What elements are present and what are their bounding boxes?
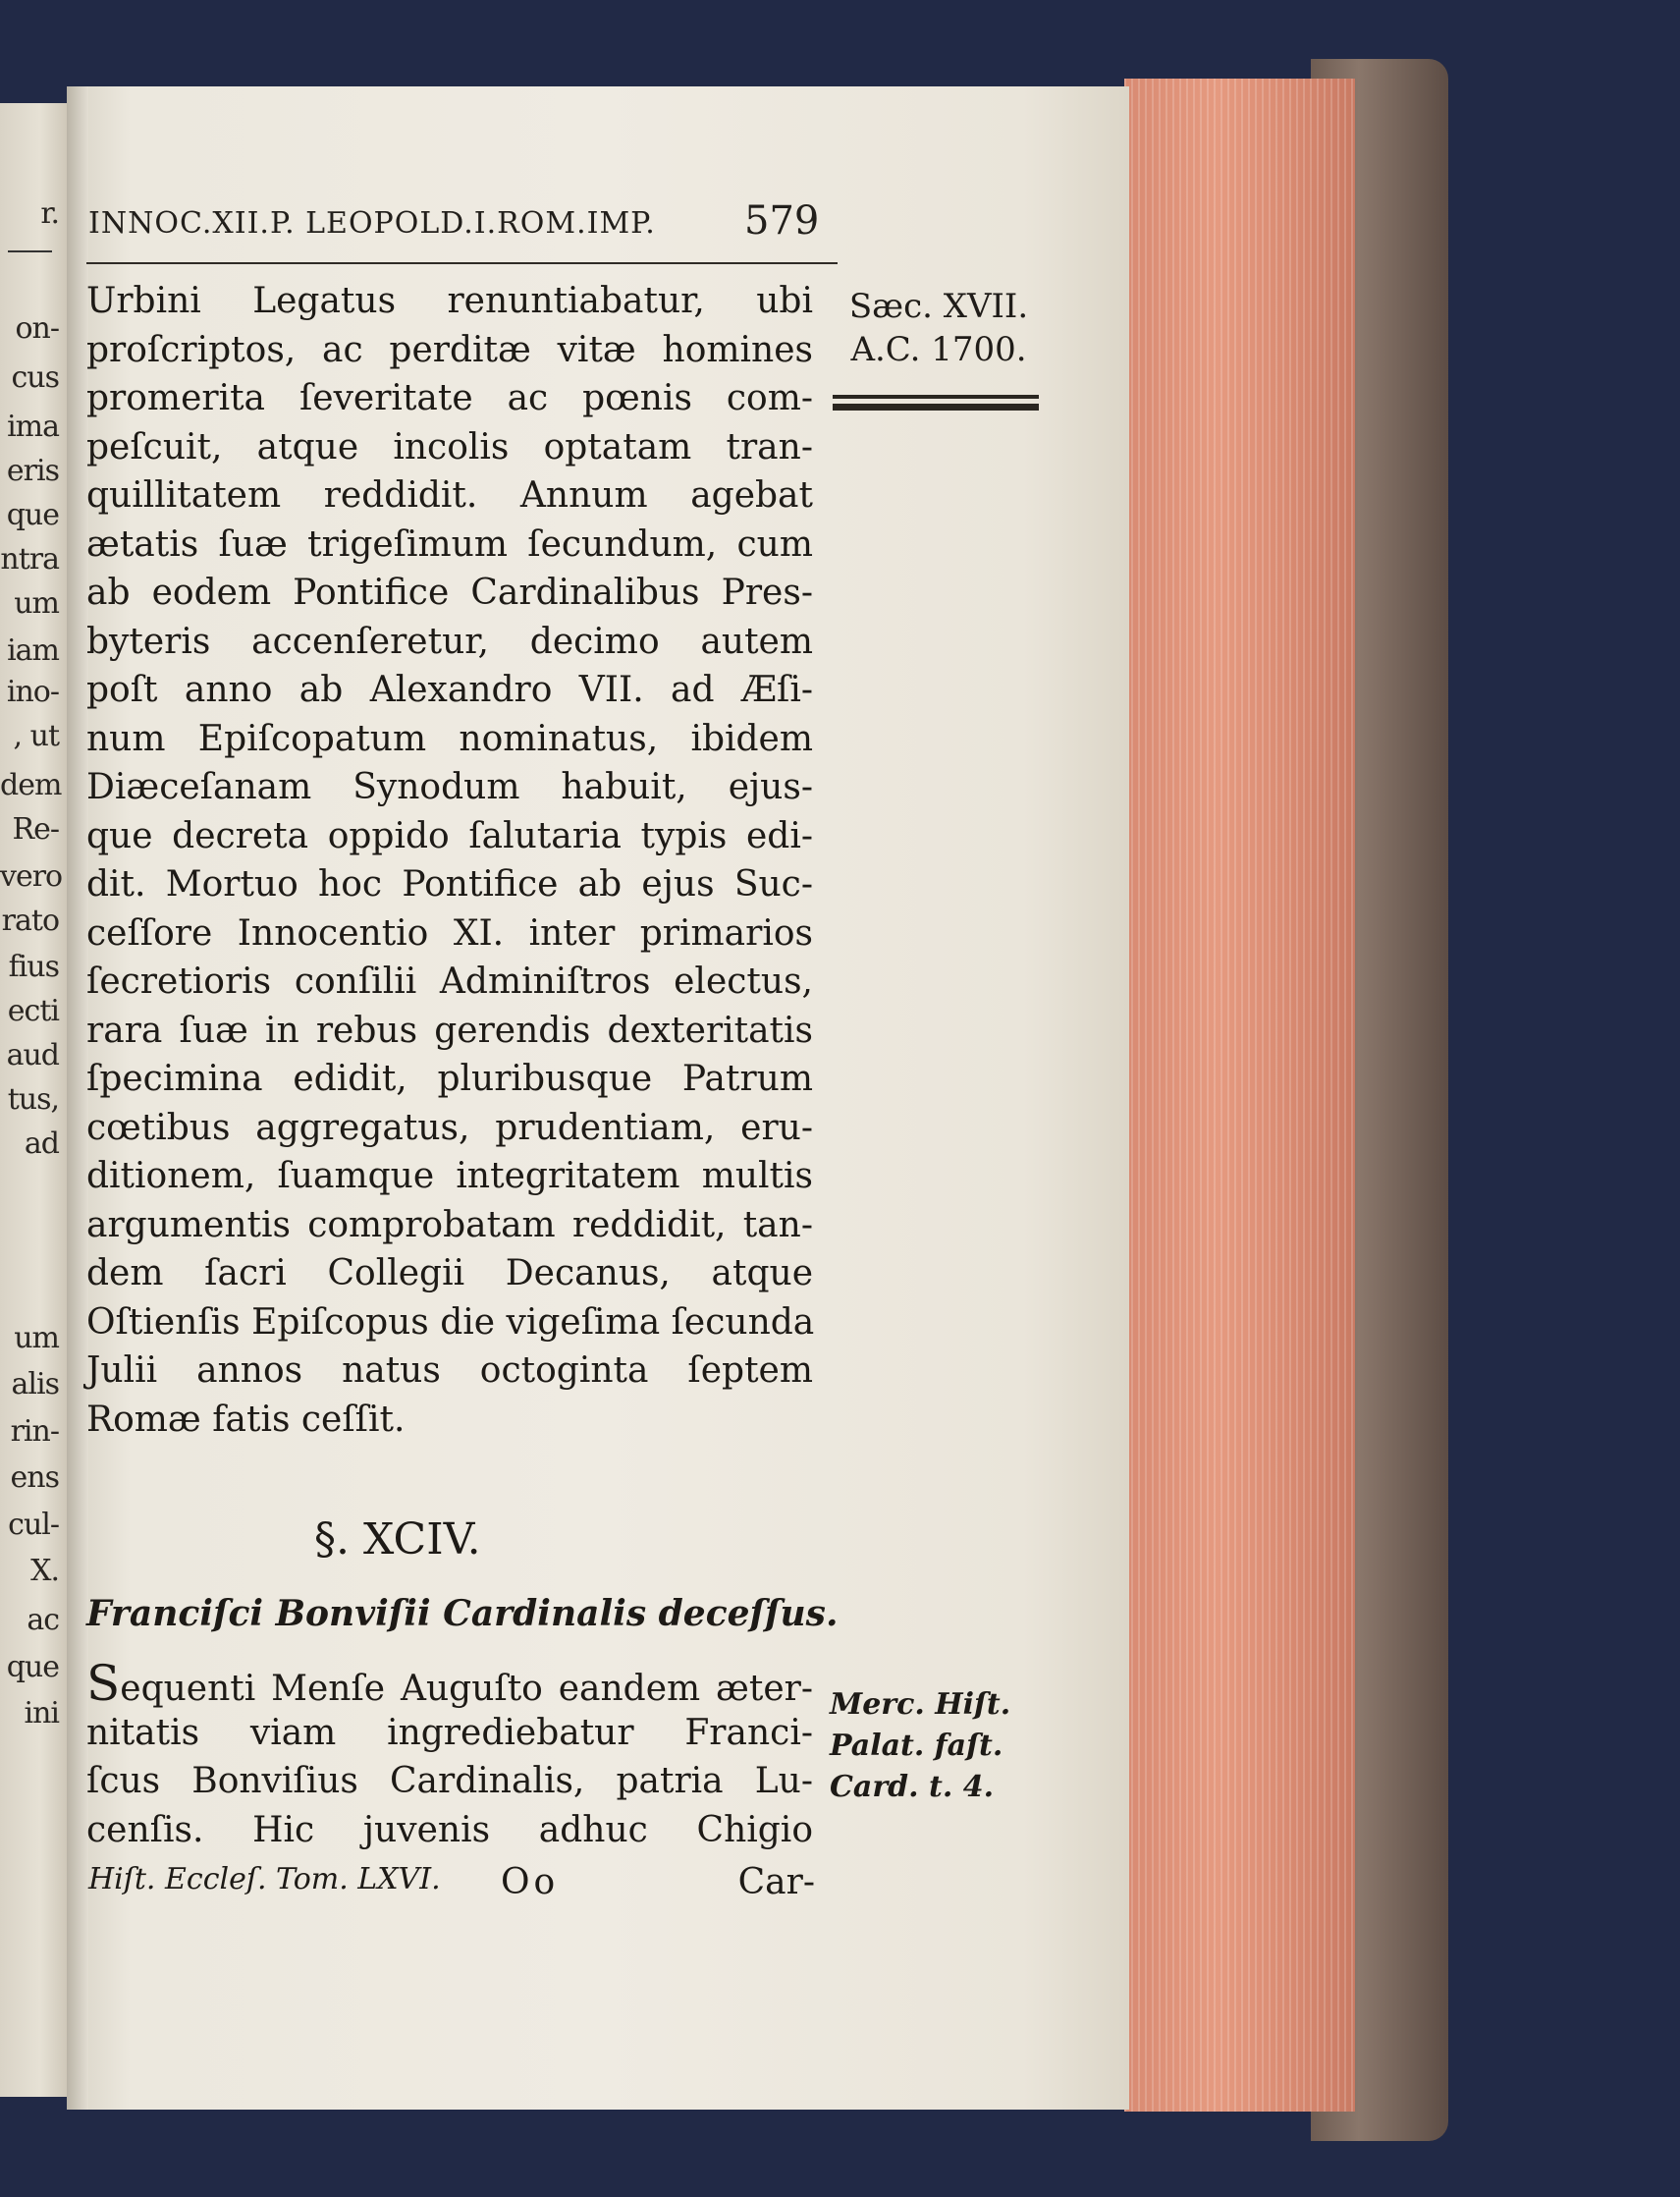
left-page-fragment: ecti <box>7 994 59 1028</box>
side-rule-thick <box>833 404 1039 411</box>
drop-cap: S <box>86 1655 121 1712</box>
footer-title: Hiſt. Eccleſ. Tom. LXVI. <box>88 1862 441 1896</box>
left-page-fragment: aud <box>6 1038 59 1072</box>
text-line: peſcuit, atque incolis optatam tran- <box>86 426 813 467</box>
text-line-content: ſcus Bonviſius Cardinalis, patria Lu- <box>86 1761 813 1801</box>
left-page-fragment: ad <box>24 1126 59 1161</box>
margin-reference <box>830 1684 1046 1808</box>
body-text-2 <box>86 1655 813 1854</box>
left-page-fragment: que <box>6 498 59 532</box>
catchword: Car- <box>737 1862 815 1902</box>
left-page-rule <box>8 250 52 252</box>
left-page-fragment: X. <box>30 1554 59 1588</box>
left-page-fragment: eris <box>6 454 59 488</box>
margin-ref-line: Card. t. 4. <box>830 1770 995 1804</box>
margin-ref-line: Palat. faſt. <box>830 1729 1003 1763</box>
text-line: quillitatem reddidit. Annum agebat <box>86 475 813 516</box>
left-page-fragment: ens <box>10 1460 59 1495</box>
left-page-fragment: alis <box>11 1367 59 1401</box>
page-footer <box>88 1862 815 1905</box>
header-rule <box>86 262 838 264</box>
left-page-fragment: tus, <box>7 1082 59 1117</box>
text-line: promerita ſeveritate ac pœnis com- <box>86 378 813 418</box>
text-line: ætatis ſuæ trigeſimum ſecundum, cum <box>86 523 813 565</box>
section-number: §. XCIV. <box>314 1514 481 1565</box>
gutter <box>67 86 88 2110</box>
text-line: Romæ fatis ceſſit. <box>86 1399 406 1440</box>
left-page-fragment: ac <box>27 1603 59 1637</box>
margin-ref-line: Merc. Hiſt. <box>830 1687 1011 1722</box>
text-line-content: cenſis. Hic juvenis adhuc Chigio <box>86 1809 813 1850</box>
text-line <box>86 1709 813 1758</box>
left-page-fragment: ini <box>24 1696 59 1730</box>
text-line: ditionem, ſuamque integritatem multis <box>86 1156 813 1196</box>
text-line: argumentis comprobatam reddidit, tan- <box>86 1204 813 1245</box>
page-edges <box>1124 79 1355 2112</box>
left-page-fragment: cul- <box>8 1508 59 1542</box>
text-line: dit. Mortuo hoc Pontifice ab ejus Suc- <box>86 864 813 905</box>
text-line: ab eodem Pontifice Cardinalibus Pres- <box>86 573 813 613</box>
text-line-content: equenti Menſe Auguſto eandem æter- <box>120 1669 813 1709</box>
left-page-fragment: um <box>14 586 59 621</box>
text-line-content: nitatis viam ingrediebatur Franci- <box>86 1712 813 1753</box>
left-page-fragment: Re- <box>12 812 59 847</box>
left-page-fragment: ino- <box>6 675 59 709</box>
left-page-fragment: ntra <box>0 542 59 577</box>
left-page-fragment: vero <box>0 859 63 894</box>
text-line: rara ſuæ in rebus gerendis dexteritatis <box>86 1010 813 1051</box>
text-line: byteris accenſeretur, decimo autem <box>86 621 813 662</box>
text-line: cœtibus aggregatus, prudentiam, eru- <box>86 1107 813 1148</box>
running-title: INNOC.XII.P. LEOPOLD.I.ROM.IMP. <box>88 206 656 241</box>
text-line: que decreta oppido ſalutaria typis edi- <box>86 815 813 856</box>
text-line <box>86 1757 813 1806</box>
left-page-fragment: rin- <box>10 1414 59 1449</box>
left-page <box>0 103 67 2097</box>
side-note <box>831 285 1047 371</box>
text-line: Urbini Legatus renuntiabatur, ubi <box>86 281 813 321</box>
left-page-fragment: iam <box>7 633 59 668</box>
text-line: ceſſore Innocentio XI. inter primarios <box>86 912 813 954</box>
left-page-fragment: rato <box>1 904 59 938</box>
side-rule <box>833 395 1039 399</box>
text-line: num Epiſcopatum nominatus, ibidem <box>86 718 813 759</box>
left-page-fragment: r. <box>40 196 59 231</box>
text-line: poſt anno ab Alexandro VII. ad Æſi- <box>86 670 813 710</box>
text-line: ſpecimina edidit, pluribusque Patrum <box>86 1059 813 1099</box>
left-page-fragment: , ut <box>13 719 59 753</box>
side-note-century: Sæc. XVII. <box>848 287 1029 326</box>
side-note-year: A.C. 1700. <box>850 330 1027 369</box>
running-header <box>88 198 835 244</box>
left-page-fragment: ima <box>7 410 59 444</box>
text-line <box>86 1806 813 1855</box>
left-page-fragment: cus <box>11 360 59 395</box>
text-line: proſcriptos, ac perditæ vitæ homines <box>86 329 813 370</box>
left-page-fragment: um <box>14 1321 59 1355</box>
text-line: Oſtienſis Epiſcopus die vigeſima ſecunda <box>86 1301 815 1343</box>
text-line: Diæceſanam Synodum habuit, ejus- <box>86 767 813 807</box>
signature-mark: Oo <box>501 1862 560 1902</box>
text-line: ſecretioris conſilii Adminiſtros electus, <box>86 961 813 1002</box>
left-page-fragment: fius <box>8 950 59 984</box>
left-page-fragment: que <box>6 1650 59 1684</box>
section-title: Franciſci Bonviſii Cardinalis deceſſus. <box>86 1593 839 1634</box>
text-line: Julii annos natus octoginta ſeptem <box>86 1350 813 1391</box>
text-line: dem ſacri Collegii Decanus, atque <box>86 1253 813 1293</box>
left-page-fragment: on- <box>15 311 59 346</box>
body-text <box>86 277 813 1444</box>
left-page-fragment: dem <box>0 768 62 802</box>
text-line <box>86 1655 813 1712</box>
page-number: 579 <box>744 198 820 244</box>
